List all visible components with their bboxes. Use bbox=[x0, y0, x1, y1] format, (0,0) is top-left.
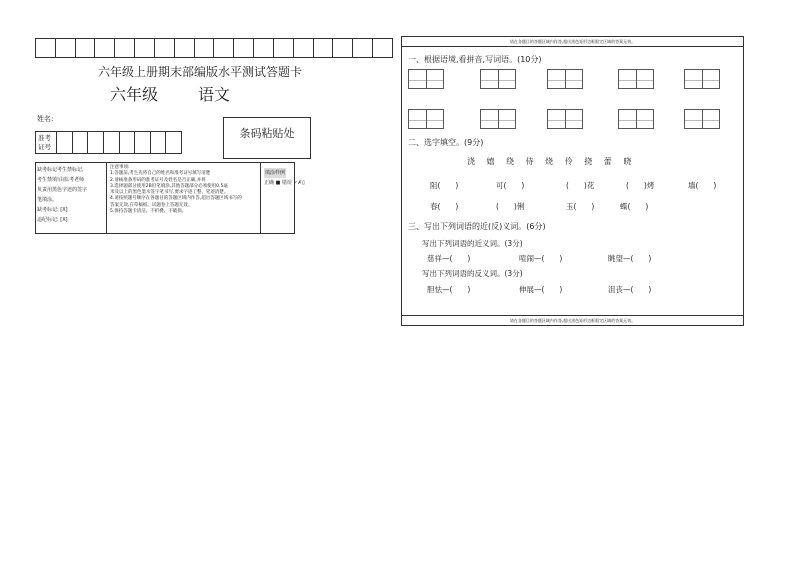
instructions bbox=[106, 162, 261, 234]
fill-blank[interactable]: 胆怯—( ) bbox=[427, 285, 471, 294]
footer-note: 请在各题目的答题区域内作答,超出黑色矩形边框限定区域的答案无效。 bbox=[402, 315, 743, 325]
answer-box[interactable] bbox=[408, 69, 444, 89]
fill-blank[interactable]: ( )烤 bbox=[626, 181, 655, 190]
question-1-title: 一、根据语境,看拼音,写词语。(10分) bbox=[408, 55, 542, 64]
instruction-line: 米及以上的黑色墨水签字笔书写,要求字迹工整、笔迹清楚。 bbox=[110, 190, 229, 196]
mark-note-line: 负责用黑色字迹的签字 bbox=[37, 187, 88, 193]
fill-example bbox=[264, 168, 305, 188]
answer-box[interactable] bbox=[618, 109, 654, 129]
instruction-line: 2.请核准条形码的准考证号及姓名是否正确,并将 bbox=[110, 177, 206, 183]
fill-blank[interactable]: 墙( ) bbox=[688, 181, 717, 190]
fill-blank[interactable]: 可( ) bbox=[496, 181, 525, 190]
absence-mark-notes bbox=[37, 165, 103, 225]
answer-box[interactable] bbox=[480, 69, 516, 89]
fill-example-label: 填涂样例 bbox=[265, 170, 286, 176]
synonym-subtitle: 写出下列词语的近义词。(3分) bbox=[422, 239, 523, 248]
exam-id-field[interactable] bbox=[35, 131, 182, 154]
instruction-line: 答案无效,在草稿纸、试题卷上答题无效。 bbox=[110, 202, 193, 208]
candidate-characters: 浇 嬉 绕 侍 烧 伶 挠 蕾 晓 bbox=[467, 157, 636, 166]
fill-blank[interactable]: 慈祥—( ) bbox=[427, 254, 471, 263]
fill-blank[interactable]: ( )花 bbox=[566, 181, 595, 190]
violation-mark-checkbox[interactable]: 违纪标记: [X] bbox=[37, 217, 68, 223]
fill-blank[interactable]: 喧闹—( ) bbox=[519, 254, 563, 263]
fill-blank[interactable]: 春( ) bbox=[430, 202, 459, 211]
fill-blank[interactable]: ( )俐 bbox=[496, 202, 525, 211]
instruction-line: 3.选择题部分使用2B铅笔填涂,其他答题部分必须使用0.5毫 bbox=[110, 183, 228, 189]
fill-blank[interactable]: 眺望—( ) bbox=[608, 254, 652, 263]
barcode-area: 条码粘贴处 bbox=[223, 117, 311, 159]
exam-number-grid-top bbox=[35, 38, 393, 58]
header-note: 请在各题目的答题区域内作答,超出黑色矩形边框限定区域的答案无效。 bbox=[402, 37, 743, 47]
answer-box[interactable] bbox=[547, 69, 583, 89]
instruction-line: 1.答题前,考生先将自己的姓名和准考证号填写清楚 bbox=[110, 171, 211, 177]
answer-box[interactable] bbox=[684, 109, 720, 129]
answer-box[interactable] bbox=[618, 69, 654, 89]
subject-label: 语文 bbox=[198, 85, 231, 104]
fill-blank[interactable]: 沮丧—( ) bbox=[608, 285, 652, 294]
mark-note-line: 缺考标记考生禁标记, bbox=[37, 167, 84, 173]
exam-id-label: 准考证号 bbox=[36, 132, 57, 153]
question-2-title: 二、选字填空。(9分) bbox=[408, 138, 484, 147]
mark-note-line: 笔填涂。 bbox=[37, 197, 58, 203]
antonym-subtitle: 写出下列词语的反义词。(3分) bbox=[422, 269, 523, 278]
grade-label: 六年级 bbox=[110, 85, 159, 104]
sheet-title: 六年级上册期末部编版水平测试答题卡 bbox=[97, 65, 302, 79]
instructions-title: 注意事项: bbox=[110, 165, 130, 170]
answer-box[interactable] bbox=[480, 109, 516, 129]
instruction-line: 5.保持答题卡清洁、不折叠、不破损。 bbox=[110, 209, 187, 215]
question-3-title: 三、写出下列词语的近(反)义词。(6分) bbox=[408, 222, 546, 231]
fill-blank[interactable]: 阻( ) bbox=[430, 181, 459, 190]
fill-blank[interactable]: 蝶( ) bbox=[620, 202, 649, 211]
fill-example-marks: 正确 ■ 错误 ✓✗▯ bbox=[264, 180, 305, 186]
answer-box[interactable] bbox=[408, 109, 444, 129]
instruction-line: 4.请按照题号顺序在各题目的答题区域内作答,超出答题区域书写的 bbox=[110, 196, 242, 202]
answer-box[interactable] bbox=[684, 69, 720, 89]
fill-blank[interactable]: 玉( ) bbox=[566, 202, 595, 211]
fill-blank[interactable]: 伸展—( ) bbox=[519, 285, 563, 294]
mark-note-line: 考生禁填!由监考老师 bbox=[37, 177, 85, 183]
absence-mark-checkbox[interactable]: 缺考标记: [X] bbox=[37, 207, 68, 213]
name-label: 姓名: bbox=[37, 115, 54, 123]
answer-box[interactable] bbox=[547, 109, 583, 129]
